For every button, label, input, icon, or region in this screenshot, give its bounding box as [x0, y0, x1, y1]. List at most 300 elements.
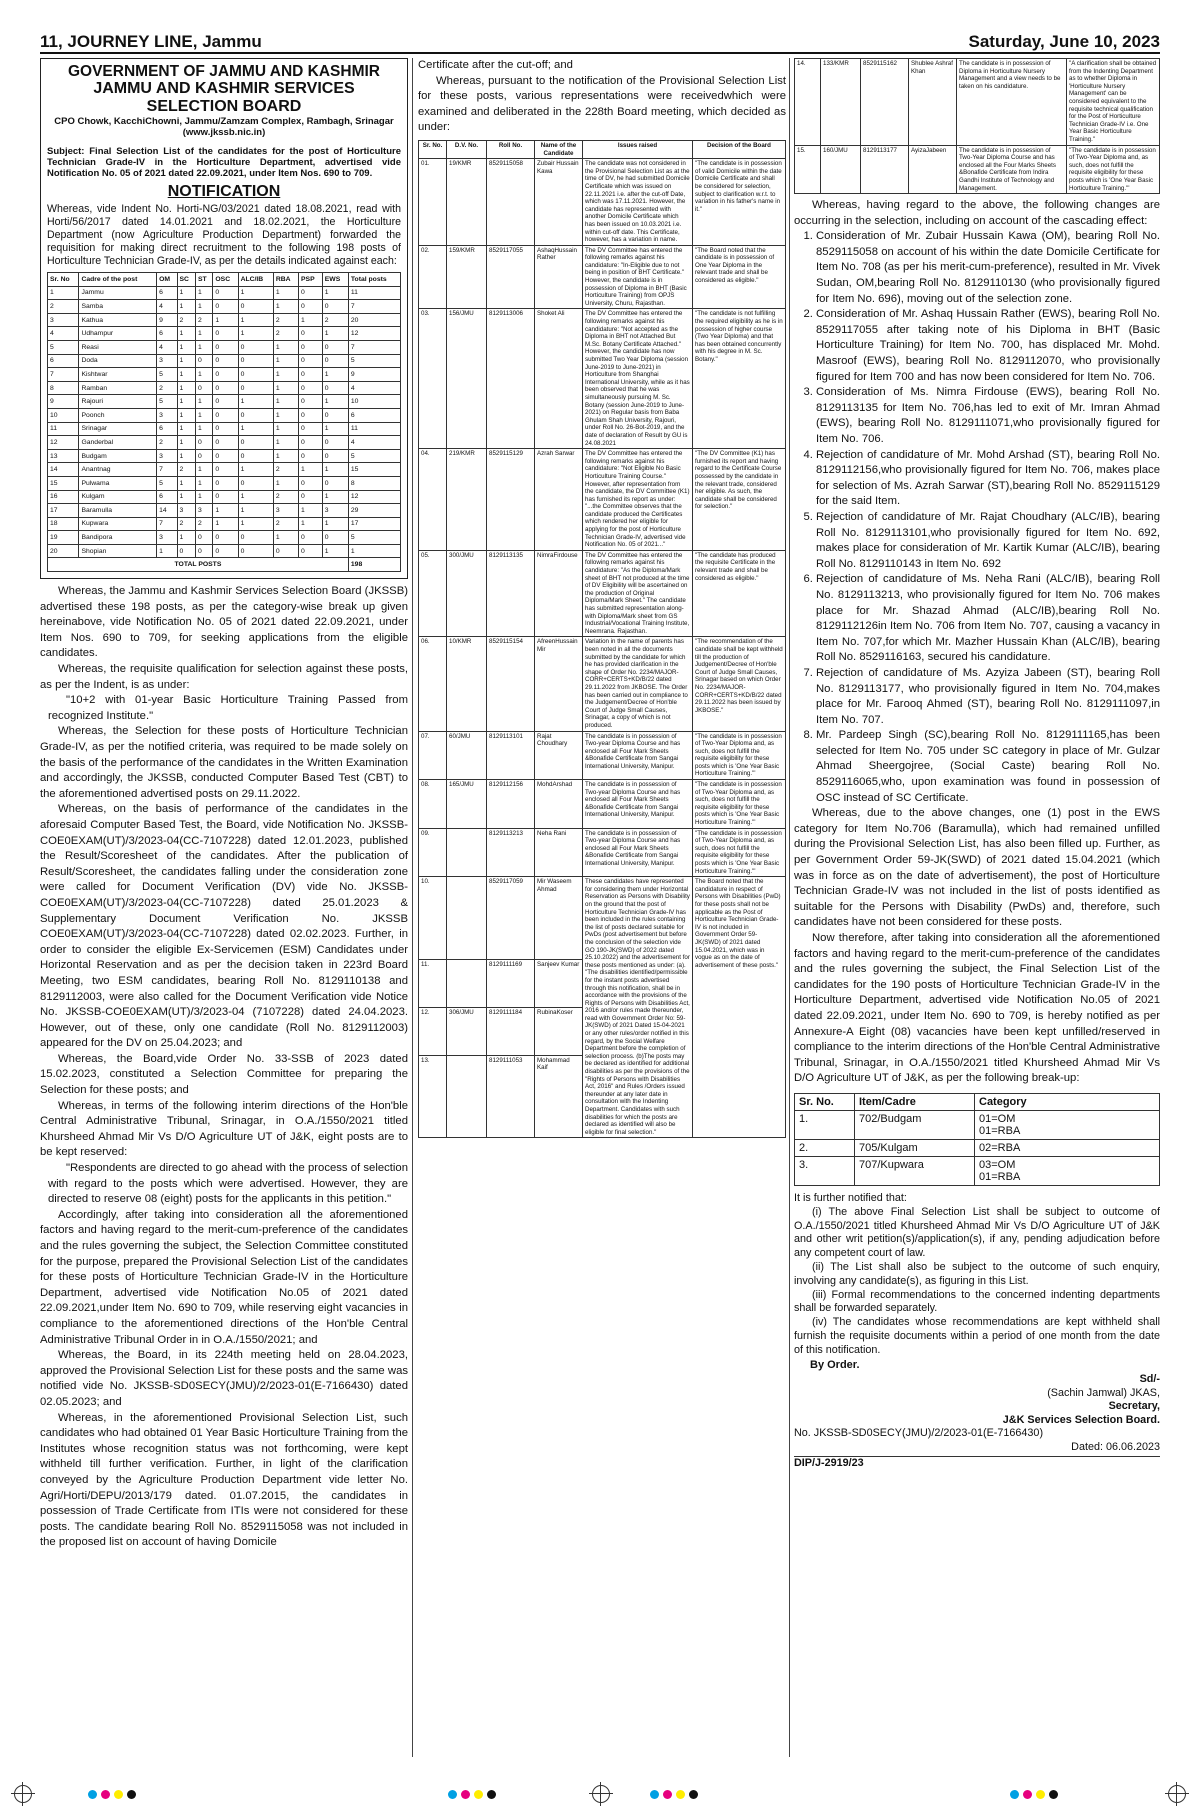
list-item: 1. Consideration of Mr. Zubair Hussain Kawa (OM), bearing Roll No. 8529115058 on account of his within the date Domicile Certificate for Item No. 708 (as per his merit-cum-preference), resulted in Mr. Vivek Sudan, OM,bearing Roll No. 8129110130 (who provisionally figured for Item No. 696), moving out of the selection zone. [816, 229, 1160, 307]
table-cell: 1 [238, 463, 273, 477]
list-item: 5. Rejection of candidature of Mr. Rajat Choudhary (ALC/IB), bearing Roll No. 8129113101,who provisionally figured for Item No. 692, makes place for consideration of Mr. Kartik Kumar (ALC/IB), bearing Roll No. 8129110143 in Item No. 692 [816, 510, 1160, 572]
table-row [419, 828, 786, 877]
table-row [48, 300, 401, 314]
table-cell: 15 [348, 463, 400, 477]
table-cell: Srinagar [79, 422, 157, 436]
table-cell: 2. [795, 1139, 855, 1156]
color-swatches [448, 1790, 496, 1799]
table-cell: "The candidate has produced the requisite Certificate in the relevant trade and shall be considered as eligible." [693, 550, 786, 637]
table-cell: 1 [273, 476, 298, 490]
magenta-dot-icon [101, 1790, 110, 1799]
table-cell: 0 [213, 436, 238, 450]
table-cell: 1 [273, 408, 298, 422]
table-cell: 06. [419, 637, 447, 731]
table-row [48, 381, 401, 395]
table-cell: Udhampur [79, 327, 157, 341]
table-cell: 707/Kupwara [855, 1156, 975, 1185]
yellow-dot-icon [676, 1790, 685, 1799]
table-row [419, 245, 786, 309]
table-cell: 12 [48, 436, 79, 450]
table-cell: 1 [177, 395, 195, 409]
table-cell: Mohammad Kaif [535, 1055, 583, 1138]
registration-mark-icon [14, 1785, 32, 1803]
table-row [48, 476, 401, 490]
table-row [795, 1139, 1160, 1156]
table-cell: "A clarification shall be obtained from the Indenting Department as to whether Diploma in 'Horticulture Nursery Management' can be considered equivalent to the requisite technical qualification for the Post of Horticulture Technician Grade-IV i.e. One Year Basic Horticulture Training." [1067, 59, 1160, 146]
table-cell: 8129111053 [487, 1055, 535, 1138]
table-cell: 05. [419, 550, 447, 637]
table-cell: 1 [273, 286, 298, 300]
table-cell: 0 [213, 381, 238, 395]
table-cell: 13 [48, 449, 79, 463]
black-dot-icon [487, 1790, 496, 1799]
signatory-title: Secretary, [1108, 1400, 1160, 1413]
table-cell: 1 [299, 313, 323, 327]
table-cell: 1 [48, 286, 79, 300]
table-cell: 3 [157, 408, 177, 422]
table-header-cell: Sr. No. [419, 140, 447, 158]
table-header-cell: Total posts [348, 273, 400, 287]
address: CPO Chowk, KacchiChowni, Jammu/Zamzam Complex, Rambagh, Srinagar [54, 116, 394, 127]
table-cell: 12. [419, 1007, 447, 1055]
table-cell: The DV Committee has entered the following remarks against his candidature: "In-Eligible due to not being in position of BHT Certificate." However, the candidate is in possession of Diploma in BHT (Basic Horticulture Training) from OPJS University, Churu, Rajasthan. [583, 245, 693, 309]
table-cell: The candidate is in possession of Two-year Diploma Course and has enclosed all Four Mark Sheets &Bonafide Certificate from Sangai International University, Manipur. [583, 731, 693, 780]
board-heading: JAMMU AND KASHMIR SERVICES SELECTION BOARD [93, 80, 355, 115]
table-cell: 0 [238, 544, 273, 558]
table-cell: 0 [238, 476, 273, 490]
signatory-name: (Sachin Jamwal) JKAS, [1047, 1386, 1160, 1399]
table-cell: 3 [273, 504, 298, 518]
masthead-page-label: 11, JOURNEY LINE, Jammu [40, 32, 262, 51]
paragraph: Whereas, the requisite qualification for selection against these posts, as per the Indent, is as under: [40, 663, 408, 691]
table-cell: 6 [157, 286, 177, 300]
notification-title: NOTIFICATION [167, 183, 281, 200]
table-cell: 702/Budgam [855, 1110, 975, 1139]
table-cell: NimraFirdouse [535, 550, 583, 637]
note: (iii) Formal recommendations to the concerned indenting departments shall be forwarded separately. [794, 1288, 1160, 1315]
table-cell: 0 [299, 395, 323, 409]
table-cell: 7 [157, 463, 177, 477]
table-cell: 13. [419, 1055, 447, 1138]
table-cell: 1 [322, 395, 348, 409]
table-cell: 8529117055 [487, 245, 535, 309]
table-cell: 1 [177, 286, 195, 300]
table-header-cell: RBA [273, 273, 298, 287]
table-cell: 20 [48, 544, 79, 558]
table-cell: 1 [322, 327, 348, 341]
table-cell: 4 [348, 381, 400, 395]
table-header-cell: Decision of the Board [693, 140, 786, 158]
table-cell: 1 [195, 368, 212, 382]
column-3 [794, 58, 1160, 1757]
table-cell: 1 [238, 286, 273, 300]
table-row [48, 544, 401, 558]
table-cell: Anantnag [79, 463, 157, 477]
table-cell: 0 [213, 354, 238, 368]
dated: Dated: 06.06.2023 [1071, 1440, 1160, 1453]
table-cell: 4 [348, 436, 400, 450]
table-cell: 1 [238, 313, 273, 327]
table-cell: 2 [157, 436, 177, 450]
table-cell: 0 [195, 354, 212, 368]
masthead-date: Saturday, June 10, 2023 [968, 32, 1160, 51]
table-cell: 0 [238, 531, 273, 545]
table-cell: The candidate was not considered in the Provisional Selection List as at the time of DV, he had submitted Domicile Certificate which was issued on 22.11.2021 i.e. after the cut-off Date, which was 17.11.2021. However, the candidate has represented with another Domicile Certificate which has been issued on 10.03.2021 i.e. within cut-off date. This Certificate, however, has a variation in name. [583, 159, 693, 246]
table-row [48, 368, 401, 382]
table-row [48, 408, 401, 422]
table-header-cell: EWS [322, 273, 348, 287]
table-cell: 1 [195, 408, 212, 422]
table-cell: 0 [322, 476, 348, 490]
table-cell: 8529115058 [487, 159, 535, 246]
table-cell: 3 [157, 449, 177, 463]
table-cell: 0 [322, 449, 348, 463]
signatory-org: J&K Services Selection Board. [1002, 1413, 1160, 1426]
table-cell: 14 [48, 463, 79, 477]
table-cell: 8129113135 [487, 550, 535, 637]
table-cell: 0 [322, 354, 348, 368]
table-cell: 6 [348, 408, 400, 422]
table-cell: MohdArshad [535, 780, 583, 829]
table-cell: "The candidate is in possession of Two-Year Diploma and, as such, does not fulfill the requisite eligibility for these posts which is 'One Year Basic Horticulture Training.'" [693, 780, 786, 829]
paragraph: "10+2 with 01-year Basic Horticulture Training Passed from recognized Institute." [48, 694, 408, 722]
table-cell [447, 1055, 487, 1138]
table-cell: 159/KMR [447, 245, 487, 309]
table-cell: 2 [273, 490, 298, 504]
table-cell: 4 [48, 327, 79, 341]
table-row [48, 517, 401, 531]
table-cell: 11. [419, 959, 447, 1007]
table-cell: 1 [322, 517, 348, 531]
list-item: 7. Rejection of candidature of Ms. Azyiza Jabeen (ST), bearing Roll No. 8129113177, who provisionally figured in Item No. 704,makes place for Mr. Farooq Ahmed (ST), bearing Roll No. 8129111097,in Item No. 707. [816, 666, 1160, 728]
table-row [419, 637, 786, 731]
table-cell [975, 1110, 1160, 1139]
table-cell: Kupwara [79, 517, 157, 531]
paragraph: Whereas, the Board, in its 224th meeting held on 28.04.2023, approved the Provisional Selection List for these posts and the same was notified vide No. JKSSB-SD0SECY(JMU)/2/2023-01(E-7166430) dated 02.05.2023; and [40, 1349, 408, 1408]
table-cell: Doda [79, 354, 157, 368]
table-cell: 8129112156 [487, 780, 535, 829]
table-row [419, 550, 786, 637]
table-cell: 1 [195, 463, 212, 477]
table-cell: 1 [273, 300, 298, 314]
table-cell: AfreenHussain Mir [535, 637, 583, 731]
table-cell: 1 [299, 504, 323, 518]
black-dot-icon [127, 1790, 136, 1799]
notice-box [40, 58, 408, 579]
table-cell: 1 [195, 327, 212, 341]
table-cell: 0 [213, 327, 238, 341]
table-cell: 8 [48, 381, 79, 395]
table-cell: 07. [419, 731, 447, 780]
table-cell: 0 [322, 340, 348, 354]
table-cell: 60/JMU [447, 731, 487, 780]
table-cell: 0 [299, 408, 323, 422]
table-cell: Shublee Ashraf Khan [909, 59, 957, 146]
paragraph: Now therefore, after taking into consideration all the aforementioned factors and having regard to the merit-cum-preference of the candidates and the rules governing the subject, the Final Selection List of the candidates for the 190 posts of Horticulture Technician Grade-IV in the Horticulture Department, advertised vide Notification No.05 of 2021 dated 22.09.2021, under Item No. 690 to 709, is hereby notified as per Annexure-A Eight (08) vacancies have been kept unfilled/reserved in compliance to the interim directions of the Hon'ble Central Administrative Tribunal, Srinagar, in O.A./1550/2021 titled Khursheed Ahmad Mir Vs D/O Agriculture UT of J&K, as per the following break-up: [794, 932, 1160, 1085]
table-cell: 11 [348, 422, 400, 436]
issues-table [418, 140, 786, 1138]
table-cell: 0 [299, 531, 323, 545]
table-row [48, 327, 401, 341]
table-cell: 1 [273, 436, 298, 450]
table-row [48, 490, 401, 504]
table-cell: 1 [238, 517, 273, 531]
table-cell: 8129111169 [487, 959, 535, 1007]
table-cell: 1 [238, 504, 273, 518]
table-cell: Sanjeev Kumar [535, 959, 583, 1007]
table-cell: "The candidate is in possession of Two-Year Diploma and, as such, does not fulfill the requisite eligibility for these posts which is 'One Year Basic Horticulture Training.'" [693, 731, 786, 780]
table-cell: "The candidate is in possession of valid Domicile within the date Domicile Certificate and shall be considered for selection, subject to clarification w.r.t. to variation in his father's name in it." [693, 159, 786, 246]
table-cell: 6 [157, 327, 177, 341]
table-cell: 2 [157, 381, 177, 395]
table-cell: 1 [322, 490, 348, 504]
table-header-cell: D.V. No. [447, 140, 487, 158]
table-cell: 0 [299, 476, 323, 490]
table-cell [447, 959, 487, 1007]
table-cell: 20 [348, 313, 400, 327]
paragraph: Whereas, in terms of the following interim directions of the Hon'ble Central Administrative Tribunal, Srinagar, in O.A./1550/2021 titled Khursheed Ahmad Mir Vs D/O Agriculture UT of J&K, eight posts are to be kept reserved: [40, 1099, 408, 1159]
table-cell: 1 [177, 449, 195, 463]
magenta-dot-icon [663, 1790, 672, 1799]
paragraph: Whereas, pursuant to the notification of the Provisional Selection List for these posts, various representations were receivedwhich were examined and deliberated in the 228th Board meeting, which decided as under: [418, 74, 786, 134]
table-cell: 0 [299, 327, 323, 341]
table-cell: 1 [195, 286, 212, 300]
table-cell: 1 [177, 422, 195, 436]
table-row [795, 1156, 1160, 1185]
table-cell: "The recommendation of the candidate shall be kept withheld till the production of Judgement/Decree of Hon'ble Court of Judge Small Causes, Srinagar based on which Order No. 2234/MAJOR-CORR+CERTS+KD/B/22 dated 29.11.2022 has been issued by JKBOSE." [693, 637, 786, 731]
table-cell: 2 [273, 463, 298, 477]
table-cell: 2 [177, 463, 195, 477]
category-line: 02=RBA [979, 1141, 1021, 1154]
table-cell: 03. [419, 309, 447, 449]
paragraph: "Respondents are directed to go ahead with the process of selection with regard to the posts which were advertised. However, they are directed to reserve 08 (eight) posts for the applicants in this petition." [48, 1162, 408, 1206]
table-cell: 1 [273, 340, 298, 354]
table-cell [975, 1139, 1160, 1156]
table-cell: 4 [157, 300, 177, 314]
table-row [48, 504, 401, 518]
table-cell: RubinaKoser [535, 1007, 583, 1055]
registration-mark-icon [592, 1785, 610, 1803]
table-cell: 5 [157, 368, 177, 382]
table-cell: Shopian [79, 544, 157, 558]
table-cell: 0 [299, 286, 323, 300]
table-cell: 1 [322, 422, 348, 436]
color-swatches [650, 1790, 698, 1799]
table-cell: 6 [157, 422, 177, 436]
table-cell: 1 [273, 449, 298, 463]
table-cell: 18 [48, 517, 79, 531]
table-row [48, 531, 401, 545]
table-cell: 2 [177, 517, 195, 531]
cyan-dot-icon [1010, 1790, 1019, 1799]
column-rule [412, 58, 413, 1757]
black-dot-icon [1049, 1790, 1058, 1799]
list-item: 3. Consideration of Ms. Nimra Firdouse (EWS), bearing Roll No. 8129113135 for Item No. 706,has led to exit of Mr. Imran Ahmad (EWS), bearing Roll No. 8129111071,who provisionally figured for Item No. 706. [816, 385, 1160, 447]
table-cell: 7 [348, 300, 400, 314]
table-cell: 0 [238, 449, 273, 463]
paragraph: Certificate after the cut-off; and [418, 59, 573, 71]
color-swatches [88, 1790, 136, 1799]
table-cell: 29 [348, 504, 400, 518]
black-dot-icon [689, 1790, 698, 1799]
table-cell: The candidate is in possession of Two-year Diploma Course and has enclosed all Four Mark Sheets &Bonafide Certificate from Sangai International University, Manipur. [583, 828, 693, 877]
table-row [48, 354, 401, 368]
table-cell: 0 [213, 490, 238, 504]
table-cell: Budgam [79, 449, 157, 463]
table-cell: 1 [177, 408, 195, 422]
table-header-cell: OM [157, 273, 177, 287]
cyan-dot-icon [650, 1790, 659, 1799]
table-row [48, 340, 401, 354]
table-cell: Rajat Choudhary [535, 731, 583, 780]
paragraph: Accordingly, after taking into consideration all the aforementioned factors and having regard to the merit-cum-preference of the candidates and the rules governing the subject, the Selection Committee constituted for the purpose, prepared the Provisional Selection List of the candidates for these posts of Horticulture Technician Grade-IV in the Horticulture Department, advertised vide Notification No.05 of 2021 dated 22.09.2021,under Item No. 690 to 709, while reserving eight vacancies in compliance to the aforementioned directions of the Hon'ble Central Administrative Tribunal Order in in O.A./1550/2021; and [40, 1208, 408, 1346]
table-cell: 02. [419, 245, 447, 309]
table-cell: 0 [213, 422, 238, 436]
table-cell: 4 [157, 340, 177, 354]
yellow-dot-icon [474, 1790, 483, 1799]
table-cell: 0 [213, 286, 238, 300]
table-cell: "The candidate is in possession of Two-Year Diploma and, as such, does not fulfill the requisite eligibility for these posts which is 'One Year Basic Horticulture Training.'" [693, 828, 786, 877]
table-cell: 8129113177 [861, 145, 909, 194]
table-cell: 2 [195, 313, 212, 327]
table-cell: 1 [238, 327, 273, 341]
category-line: 01=RBA [979, 1124, 1021, 1137]
table-cell: 11 [48, 422, 79, 436]
table-cell: 0 [238, 368, 273, 382]
table-cell: 8529115162 [861, 59, 909, 146]
category-line: 01=OM [979, 1112, 1016, 1125]
table-cell: 2 [195, 517, 212, 531]
table-header-cell: Category [975, 1093, 1160, 1110]
table-cell: 6 [157, 490, 177, 504]
table-cell: 1. [795, 1110, 855, 1139]
column-1 [40, 58, 408, 1757]
table-cell: 300/JMU [447, 550, 487, 637]
table-cell: 0 [299, 422, 323, 436]
yellow-dot-icon [114, 1790, 123, 1799]
table-cell: 3 [322, 504, 348, 518]
table-cell: 04. [419, 449, 447, 551]
table-cell: 0 [195, 436, 212, 450]
note: It is further notified that: [794, 1191, 907, 1204]
table-cell: 9 [157, 313, 177, 327]
table-cell: 0 [299, 340, 323, 354]
table-cell: 0 [195, 449, 212, 463]
table-cell: 1 [299, 517, 323, 531]
list-item: 2. Consideration of Mr. Ashaq Hussain Rather (EWS), bearing Roll No. 8529117055 after taking note of his Diploma in BHT (Basic Horticulture Training) for Item No. 700, has displaced Mr. Mohd. Masroof (EWS), bearing Roll No. 8129112070, who provisionally figured for Item 700 and has now been considered for Item No. 706. [816, 307, 1160, 385]
table-header-cell: Item/Cadre [855, 1093, 975, 1110]
subject: Subject: Final Selection List of the candidates for the post of Horticulture Technician Grade-IV in the Horticulture Department, advertised vide Notification No. 05 of 2021 dated 22.09.2021, under Item Nos. 690 to 709. [47, 146, 401, 179]
table-cell: 1 [177, 354, 195, 368]
table-cell: 0 [299, 381, 323, 395]
table-cell: 1 [177, 531, 195, 545]
table-cell: 8129113213 [487, 828, 535, 877]
table-cell: 0 [213, 395, 238, 409]
table-cell: 0 [213, 449, 238, 463]
table-cell: 1 [177, 327, 195, 341]
table-header-cell: Sr. No. [795, 1093, 855, 1110]
table-header-cell: Cadre of the post [79, 273, 157, 287]
table-cell: 12 [348, 490, 400, 504]
table-cell: The candidate is in possession of Diploma in Horticulture Nursery Management and a view needs to be taken on his candidature. [957, 59, 1067, 146]
dip-number: DIP/J-2919/23 [794, 1456, 1160, 1469]
table-cell: 2 [273, 313, 298, 327]
table-cell: Ramban [79, 381, 157, 395]
table-cell: 1 [177, 381, 195, 395]
table-cell: "The Board noted that the candidate is in possession of One Year Diploma in the relevant trade and shall be considered as eligible." [693, 245, 786, 309]
table-cell: 7 [348, 340, 400, 354]
table-cell: 8529115129 [487, 449, 535, 551]
masthead [40, 30, 1160, 54]
changes-intro: Whereas, having regard to the above, the following changes are occurring in the selection, including on account of the cascading effect: [794, 199, 1160, 227]
table-cell: 12 [348, 327, 400, 341]
table-cell: 19 [48, 531, 79, 545]
table-header-cell: OSC [213, 273, 238, 287]
table-cell: 1 [273, 531, 298, 545]
table-cell: 0 [299, 436, 323, 450]
note: (iv) The candidates whose recommendations are kept withheld shall furnish the requisite documents within a period of one month from the date of this notification. [794, 1316, 1160, 1356]
table-cell: 0 [299, 354, 323, 368]
list-item: 6. Rejection of candidature of Ms. Neha Rani (ALC/IB), bearing Roll No. 8129113213, who provisionally figured for Item No. 706 makes place for Mr. Shazad Ahmad (ALC/IB),bearing Roll No. 8129112126in Item No. 706 from Item No. 707, causing a vacancy in Item No. 707,for which Mr. Mazher Hussain Khan (ALC/IB), bearing Roll No. 8529116163, secured his candidature. [816, 572, 1160, 666]
total-value: 198 [348, 558, 400, 572]
table-cell: 09. [419, 828, 447, 877]
table-cell: 1 [348, 544, 400, 558]
table-cell: Kathua [79, 313, 157, 327]
reference-no: No. JKSSB-SD0SECY(JMU)/2/2023-01(E-7166430) [794, 1427, 1044, 1440]
magenta-dot-icon [461, 1790, 470, 1799]
table-cell: 3. [795, 1156, 855, 1185]
table-cell [975, 1156, 1160, 1185]
table-cell: 8529115154 [487, 637, 535, 731]
table-cell: 3 [157, 354, 177, 368]
table-cell: 133/KMR [821, 59, 861, 146]
paragraph: Whereas, due to the above changes, one (1) post in the EWS category for Item No.706 (Baramulla), which had remained unfilled during the Provisional Selection List, has also been filled up. Further, as per Government Order 59-JK(SWD) of 2021 dated 15.04.2021 (which was in force as on the date of advertisement), the post of Horticulture Technician Grade-IV was not included in the list of posts identified as suitable for the Persons with Disability (PwDs) and, therefore, such candidates have not been considered for these posts. [794, 807, 1160, 929]
table-cell: 1 [213, 313, 238, 327]
sd: Sd/- [1139, 1373, 1160, 1386]
table-cell: 11 [348, 286, 400, 300]
table-cell: Kulgam [79, 490, 157, 504]
table-cell: The DV Committee has entered the following remarks against his candidature: "As the Diploma/Mark sheet of BHT not produced at the time of DV Eligibility will be ascertained on the production of Original Diploma/Mark Sheet." The candidate has submitted representation along-with Diploma/Mark sheet from GS Industrial/Vocational Training Institute, Neemrana. Rajasthan. [583, 550, 693, 637]
table-cell: 165/JMU [447, 780, 487, 829]
table-cell: 15 [48, 476, 79, 490]
table-cell: 0 [322, 531, 348, 545]
table-row [419, 877, 786, 960]
table-header-cell: SC [177, 273, 195, 287]
table-cell: Samba [79, 300, 157, 314]
table-cell: 0 [322, 300, 348, 314]
table-cell: 705/Kulgam [855, 1139, 975, 1156]
table-cell: 306/JMU [447, 1007, 487, 1055]
table-cell: The candidate is in possession of Two-year Diploma Course and has enclosed all Four Mark Sheets &Bonafide Certificate from Sangai International University, Manipur. [583, 780, 693, 829]
category-line: 01=RBA [979, 1170, 1021, 1183]
table-cell: 1 [195, 300, 212, 314]
table-cell: 8529117059 [487, 877, 535, 960]
table-cell: These candidates have represented for considering them under Horizontal Reservation as Persons with Disability on the ground that the post of Horticulture Technician Grade-IV has been included in the rules containing the list of posts declared suitable for PwDs (post advertisement but before the conclusion of the selection vide GO 190-JK(SWD) of 2022 dated 25.10.2022) and the advertisement for these posts mentioned as under: (a). "The disabilities identified/permissible for the instant posts advertised through this notification, shall be in accordance with the provisions of the Rights of Persons with Disabilities Act, 2016 and/or rules made thereunder, read with Government Order No: 59-JK(SWD) of 2021 Dated 15-04-2021 or any other rules/order notified in this regard, by the Social Welfare Department before the completion of selection process. (b)The posts may be declared as identified for additional disabilities as per the provisions of the "Rights of Persons with Disabilities Act, 2016" and Rules /Orders issued thereunder at any later date in consultation with the Indenting Department. Candidates with such disabilities for which the posts are declared as identified will also be eligible for final selection." [583, 877, 693, 1138]
table-row [48, 463, 401, 477]
table-cell: 9 [48, 395, 79, 409]
table-cell: 10/KMR [447, 637, 487, 731]
table-cell: 0 [213, 544, 238, 558]
table-row [795, 1110, 1160, 1139]
table-cell: Jammu [79, 286, 157, 300]
table-total-row [48, 558, 401, 572]
table-cell: 1 [322, 368, 348, 382]
table-cell: 2 [273, 517, 298, 531]
table-row [419, 449, 786, 551]
table-cell: Rajouri [79, 395, 157, 409]
table-cell: 7 [157, 517, 177, 531]
table-cell: 0 [213, 340, 238, 354]
